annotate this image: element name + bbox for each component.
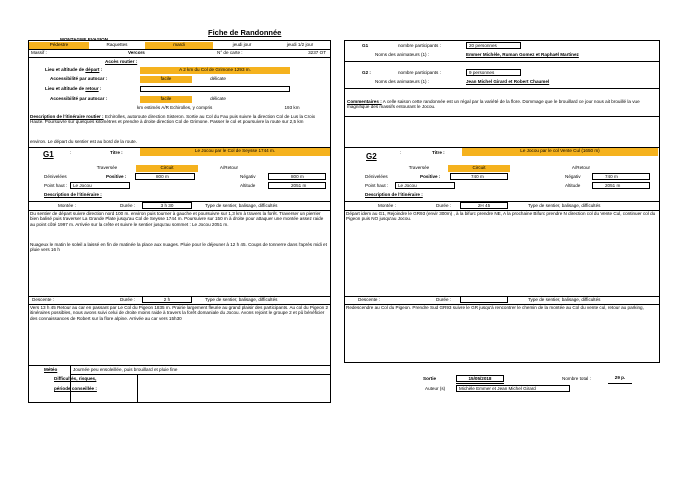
- g1-aretour[interactable]: A/Retour: [219, 165, 239, 170]
- km-value: 193 km: [284, 105, 300, 110]
- g1-traversee[interactable]: Traversée: [96, 165, 118, 170]
- g2-alt: 2051 m: [592, 182, 650, 189]
- retour-value[interactable]: [140, 86, 290, 92]
- g1-participants-label: G1: [362, 43, 369, 48]
- g1-titre-label: Titre :: [110, 150, 123, 155]
- g1-circuit[interactable]: Circuit: [136, 165, 198, 172]
- g2-montee-text: Départ idem au G1, Rejoindre le GR93 (envir 300m) , à la bifurc prendre NE, A la prochaine Bifurc prendre N direction col du Vente Cul, continuer col du Pigeon puis NO jusqu'au Jocou.: [346, 211, 656, 222]
- g1-descente-label: Descente :: [32, 297, 54, 302]
- g1-desc-title: Description de l'itinéraire :: [44, 192, 102, 197]
- g2-colon: :: [400, 150, 402, 155]
- g2-count-label: nombre participants :: [398, 70, 441, 75]
- sortie-date: 15/05/2018: [456, 375, 504, 382]
- g1-duree-label: Durée :: [120, 203, 136, 208]
- g2-neg: 740 m: [592, 173, 650, 180]
- auteur-label: Auteur (s): [425, 386, 446, 391]
- duration-full-day[interactable]: jeudi jour: [232, 42, 252, 47]
- club-name: MONTAGNE EVASION: [60, 37, 109, 42]
- g2-montee-label: Montée :: [378, 203, 396, 208]
- g2-descente-sentier-label: Type de sentier, balisage, difficultés: [528, 297, 601, 302]
- g2-point-label: Point haut :: [365, 183, 389, 188]
- g1-montee-text2: Nuageux le matin le soleil a laissé en fin de matinée la place aux nuages. Pluie pour le déjeuner à 12 h 45. Coups de tonnerre dans l'après midi et pluie vers 16 h: [30, 242, 327, 253]
- g2-den-label: Dénivelées: [365, 174, 388, 179]
- g1-label: G1: [43, 150, 54, 159]
- g2-circuit[interactable]: Circuit: [448, 165, 510, 172]
- g2-desc-title: Description de l'itinéraire :: [365, 192, 423, 197]
- access2-facile[interactable]: facile: [140, 96, 192, 103]
- g1-descente-text: Vers 13 h 45 Retour au car en passant par Le Col du Pigeon 1835 m. Prairie largement fleurie au grand plaisir des participants. Au col du Pigeon 2 itinéraires possibles, nous avons suivi celui de droite moins raide à travers la forêt domaniale du Jocou. Avons rejoint le groupe 2 et pû bénéficier des connaissances de Robert sur la flore alpine. Arrivée au car vers 15h30: [30, 305, 329, 321]
- g1-anim: Emmer Michèle, Ruman Gomez et Raphaël Martinez: [466, 52, 579, 57]
- access2-label: Accessibilité par autocar :: [50, 96, 108, 101]
- g1-point: Le Jocou: [70, 182, 130, 189]
- sortie-label: Sortie: [423, 376, 437, 381]
- g2-alt-label: Altitude: [565, 183, 581, 188]
- g1-alt: 2051 m: [268, 182, 326, 189]
- depart-value: A 2 km du Col de Grimone 1293 m.: [140, 67, 290, 74]
- access2-delicate[interactable]: délicate: [210, 96, 226, 101]
- auteur-value: Michèle Emmer et Jean Michel Girard: [456, 385, 570, 392]
- km-label: km estimés A/R Echirolles, y compris: [137, 105, 213, 110]
- g2-pos-label: Positive :: [420, 174, 441, 179]
- access-label: Accessibilité par autocar :: [50, 76, 108, 81]
- g1-montee-text: Du sentier de départ suivre direction nord 100 m. environ puis tourner à gauche et poursuivre sur 1,3 km à travers la forêt. Traverser un pierrier bien balisé puis traverser La Grande Plate jusqu'au Col de Seysse 1744 m. Poursuivre sur 150 m à droite pour attaquer une montée assez raide au point côté 1997 m. Arrivée sur la crête et suivre le sentier jusqu'au sommet : Le Jocou 2051 m.: [30, 211, 324, 227]
- itin-routier: Description de l'itinéraire routier : Echirolles, autoroute direction Sisteron. Sortie au Col du Fau puis suivre la direction Col de Lus la Croix Haute. Poursuivre sur quelques kilomètres et prendre à droite direction Col de Grimone. Passer le col et poursuivre la route sur 2,5 km: [30, 114, 316, 125]
- g1-neg: 800 m: [268, 173, 326, 180]
- g1-den-label: Dénivelées: [44, 174, 67, 179]
- itin-routier-end: environ. Le départ du sentier est au bord de la route.: [30, 139, 138, 144]
- g1-montee-label: Montée :: [58, 203, 76, 208]
- g1-pos: 800 m: [135, 173, 195, 180]
- massif-value: Vercors: [128, 50, 145, 55]
- g2-titre-label: Titre :: [432, 150, 445, 155]
- g1-count-label: nombre participants :: [398, 43, 441, 48]
- massif-label: Massif :: [31, 50, 47, 55]
- g1-neg-label: Négativ: [240, 174, 256, 179]
- g2-montee-duree: 2H 45: [460, 202, 508, 209]
- acces-title: Accès routier :: [105, 59, 138, 64]
- g2-descente-text: Redescendre au Col du Pigeon. Prendre Sud GR93 suivre le GR jusqu'à rencontrer le chemin de la montée au Col du vente cul, retour au parking,: [346, 305, 644, 310]
- g2-duree-label: Durée :: [436, 203, 452, 208]
- g1-alt-label: Altitude: [240, 183, 256, 188]
- g2-point: Le Jocou: [395, 182, 455, 189]
- retour-label: Lieu et altitude de retour :: [45, 86, 102, 91]
- g2-anim-label: Noms des animateurs (1) :: [375, 79, 430, 84]
- g1-descente-sentier-label: Type de sentier, balisage, difficultés: [205, 297, 278, 302]
- comments: Commentaires : A celle saison cette randonnée est un régal par la variété de la flore. Dommage que le brouillard ce jour nous ait brouillé la vue magnifique des massifs entourant le Jocou.: [347, 99, 640, 110]
- g2-descente-duree-box: [460, 296, 508, 303]
- g1-sentier-label: Type de sentier, balisage, difficultés: [205, 203, 278, 208]
- g2-count: 9 personnes: [466, 69, 521, 76]
- access-facile[interactable]: facile: [140, 76, 192, 83]
- day-value: mardi: [145, 42, 213, 49]
- type-pedestre[interactable]: Pédestre: [29, 42, 89, 49]
- access-delicate[interactable]: délicate: [210, 76, 226, 81]
- difficultes-label: Difficultés, risques,: [54, 376, 97, 381]
- g2-descente-duree: Durée :: [436, 297, 452, 302]
- g1-anim-label: Noms des animateurs (1) :: [375, 52, 430, 57]
- g2-titre: Le Jocou par le col Vente Cul (1650 m): [462, 148, 658, 156]
- g1-descente-duree: 2 h: [142, 296, 192, 303]
- g2-anim: Jean Michel Girard et Robert Chaumel: [466, 79, 550, 84]
- carte-label: N° de carte :: [217, 50, 243, 55]
- type-raquettes[interactable]: Raquettes: [106, 42, 128, 47]
- carte-value: 3237 OT: [308, 50, 326, 55]
- g2-pos: 740 m: [450, 173, 508, 180]
- meteo-value: Journée peu ensoleillée, puis brouillard et pluie fine: [73, 367, 178, 372]
- depart-label: Lieu et altitude de départ :: [45, 67, 103, 72]
- total-value: 29 p.: [614, 375, 626, 380]
- meteo-label: Météo: [44, 367, 58, 372]
- g2-descente-label: Descente :: [358, 297, 380, 302]
- g1-count: 20 personnes: [466, 42, 521, 49]
- g2-aretour[interactable]: A/Retour: [571, 165, 591, 170]
- g1-montee-duree: 3 h 30: [142, 202, 192, 209]
- g1-titre: Le Jocou par le Col de Seysse 1744 m.: [140, 148, 330, 156]
- g2-neg-label: Négativ: [565, 174, 581, 179]
- total-label: Nombre total :: [562, 376, 591, 381]
- g2-label: G2: [366, 152, 377, 161]
- g2-participants-label: G2 :: [362, 70, 371, 75]
- g1-point-label: Point haut :: [44, 183, 68, 188]
- hike-sheet-page: MONTAGNE EVASION Fiche de Randonnée Pédestre Raquettes mardi jeudi jour jeudi 1/2 jour Massif : Vercors N° de carte : 3237 OT Accès routier : Lieu et altitude de départ : A 2 km du Col de Grimone 1293 m. Accessibilité par autocar : facile délicate Lieu et altitude de retour : Accessibilité par autocar : facile délicate km estimés A/R Echirolles, y compris 193 km Description de l'itinéraire routier : Echirolles, autoroute direction Sisteron. Sortie au Col du Fau puis suivre la direction Col de Lus la Croix Haute. Poursuivre sur quelques kilomètres et prendre à droite direction Col de Grimone. Passer le col et poursuivre la route sur 2,5 km environ. Le départ du sentier est au bord de la route. G1 nombre participants : 20 personnes Noms des animateurs (1) : Emmer Michèle, Ruman Gomez et Raphaël Martinez G2 : nombre participants : 9 personnes Noms des animateurs (1) : Jean Michel Girard et Robert Chaumel Commentaires : A celle saison cette randonnée est un régal par la variété de la flore. Dommage que le brouillard ce jour nous ait brouillé la vue magnifique des massifs entourant le Jocou. G1 : Titre : Le Jocou par le Col de Seysse 1744 m. Traversée Circuit A/Retour Dénivelées Positive : 800 m Négativ 800 m Point haut : Le Jocou Altitude 2051 m Description de l'itinéraire : Montée : Durée : 3 h 30 Type de sentier, balisage, difficultés Du sentier de départ suivre direction nord 100 m. environ puis tourner à gauche et poursuivre sur 1,3 km à travers la forêt. Traverser un pierrier bien balisé puis traverser La Grande Plate jusqu'au Col de Seysse 1744 m. Poursuivre sur 150 m à droite pour attaquer une montée assez raide au point côté 1997 m. Arrivée sur la crête et suivre le sentier jusqu'au sommet : Le Jocou 2051 m. Nuageux le matin le soleil a laissé en fin de matinée la place aux nuages. Pluie pour le déjeuner à 12 h 45. Coups de tonnerre dans l'après midi et pluie vers 16 h Descente : Durée : 2 h Type de sentier, balisage, difficultés Vers 13 h 45 Retour au car en passant par Le Col du Pigeon 1835 m. Prairie largement fleurie au grand plaisir des participants. Au col du Pigeon 2 itinéraires possibles, nous avons suivi celui de droite moins raide à travers la forêt domaniale du Jocou. Avons rejoint le groupe 2 et pû bénéficier des connaissances de Robert sur la flore alpine. Arrivée au car vers 15h30 G2 : Titre : Le Jocou par le col Vente Cul (1650 m) Traversée Circuit A/Retour Dénivelées Positive : 740 m Négativ 740 m Point haut : Le Jocou Altitude 2051 m Description de l'itinéraire : Montée : Durée : 2H 45 Type de sentier, balisage, difficultés Départ idem au G1, Rejoindre le GR93 (envir 300m) , à la bifurc prendre NE, A la prochaine Bifurc prendre N direction col du Vente Cul, continuer col du Pigeon puis NO jusqu'au Jocou. Descente : Durée : Type de sentier, balisage, difficultés Redescendre au Col du Pigeon. Prendre Sud GR93 suivre le GR jusqu'à rencontrer le chemin de la montée au Col du vente cul, retour au parking, Météo Journée peu ensoleillée, puis brouillard et pluie fine Difficultés, risques, période conseillée : Sortie 15/05/2018 Nombre total : 29 p. Auteur (s) Michèle Emmer et Jean Michel Girard: [0, 0, 700, 495]
- g2-traversee[interactable]: Traversée: [408, 165, 430, 170]
- g1-descente-duree-label: Durée :: [120, 297, 136, 302]
- g1-pos-label: Positive :: [106, 174, 127, 179]
- duration-half-day[interactable]: jeudi 1/2 jour: [286, 42, 314, 47]
- page-title: Fiche de Randonnée: [208, 28, 282, 37]
- g2-sentier-label: Type de sentier, balisage, difficultés: [528, 203, 601, 208]
- conseils-label: période conseillée :: [54, 386, 97, 391]
